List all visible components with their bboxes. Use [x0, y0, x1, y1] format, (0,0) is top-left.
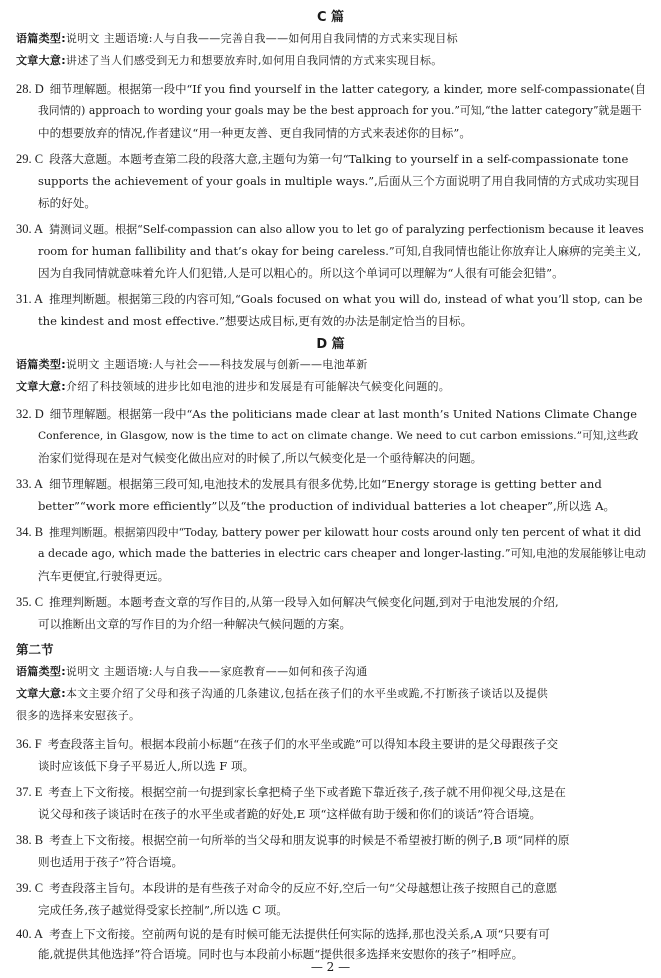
answer-37-line: 说父母和孩子谈话时在孩子的水平坐或者跪的好处,E 项“这样做有助于缓和你们的谈话”符合语境。	[38, 807, 542, 821]
answer-40-line: 能,就提供其他选择”符合语境。同时也与本段前小标题“提供很多选择来安慰你的孩子”相呼应。	[38, 947, 524, 961]
answer-38-line: 则也适用于孩子”符合语境。	[38, 855, 184, 869]
section-2-meta	[16, 662, 646, 682]
answer-number: 32. D	[16, 407, 44, 421]
answer-number: 29. C	[16, 152, 44, 166]
answer-36	[16, 734, 646, 754]
answer-text: 猜测词义题。根据“Self-compassion can also allow you to let go of paralyzing perfectionism because it leaves	[49, 223, 644, 236]
answer-text: 考查段落主旨句。根据本段前小标题“在孩子们的水平坐或跪”可以得知本段主要讲的是父母跟孩子交	[47, 737, 559, 751]
answer-29-line: 标的好处。	[38, 196, 96, 210]
answer-number: 36. F	[16, 737, 42, 751]
answer-text: 段落大意题。本题考查第二段的段落大意,主题句为第一句“Talking to yourself in a self-compassionate tone	[49, 152, 629, 166]
answer-text: 细节理解题。根据第三段可知,电池技术的发展具有很多优势,比如“Energy storage is getting better and	[49, 477, 602, 491]
answer-number: 39. C	[16, 881, 44, 895]
summary-label: 文章大意:	[16, 380, 66, 393]
answer-35-line: 可以推断出文章的写作目的为介绍一种解决气候问题的方案。	[38, 617, 352, 631]
answer-35	[16, 592, 646, 612]
answer-31	[16, 289, 646, 309]
answer-39	[16, 878, 646, 898]
answer-37	[16, 782, 646, 802]
genre-label: 语篇类型:	[16, 665, 66, 678]
section-d-meta	[16, 355, 646, 375]
section-c-summary	[16, 51, 646, 71]
answer-text: 推理判断题。根据第四段中“Today, battery power per kilowatt hour costs around only ten percent of what it did	[49, 526, 642, 539]
answer-38	[16, 830, 646, 850]
answer-text: 考查段落主旨句。本段讲的是有些孩子对命令的反应不好,空后一句“父母越想让孩子按照自己的意愿	[49, 881, 558, 895]
summary-text: 介绍了科技领域的进步比如电池的进步和发展是有可能解决气候变化问题的。	[65, 380, 451, 393]
answer-40	[16, 924, 646, 944]
answer-34-line: a decade ago, which made the batteries in electric cars cheaper and longer-lasting.”可知,电池的发展能够让电动	[38, 547, 646, 560]
answer-32-line: Conference, in Glasgow, now is the time to act on climate change. We need to cut carbon emissions.”可知,这些政	[38, 430, 639, 442]
section-d-title: D 篇	[316, 337, 345, 352]
genre-label: 语篇类型:	[16, 32, 66, 45]
genre-text: 说明文 主题语境:人与社会——科技发展与创新——电池革新	[65, 358, 368, 371]
answer-text: 考查上下文衔接。空前两句说的是有时候可能无法提供任何实际的选择,那也没关系,A 项“只要有可	[49, 927, 550, 941]
answer-text: 推理判断题。根据第三段的内容可知,“Goals focused on what you will do, instead of what you’ll stop, can be	[49, 292, 643, 306]
genre-label: 语篇类型:	[16, 358, 66, 371]
answer-number: 33. A	[16, 477, 44, 491]
answer-30-line: room for human fallibility and that’s okay for being careless.”可知,自我同情也能让你放弃让人麻痹的完美主义,	[38, 244, 642, 258]
genre-text: 说明文 主题语境:人与自我——家庭教育——如何和孩子沟通	[65, 665, 368, 678]
answer-28-line: 中的想要放弃的情况,作者建议“用一种更友善、更自我同情的方式来表述你的目标”。	[38, 126, 471, 140]
answer-text: 细节理解题。根据第一段中“As the politicians made clear at last month’s United Nations Climate Change	[49, 407, 638, 421]
answer-number: 38. B	[16, 833, 44, 847]
answer-29-line: supports the achievement of your goals in multiple ways.”,后面从三个方面说明了用自我同情的方式成功实现目	[38, 174, 640, 188]
section-c-title: C 篇	[316, 10, 345, 25]
answer-29	[16, 149, 646, 169]
answer-34-line: 汽车更便宜,行驶得更远。	[38, 569, 170, 583]
answer-text: 细节理解题。根据第一段中“If you find yourself in the latter category, a kinder, more self-compassionate(自	[49, 82, 647, 96]
answer-28-line: 我同情的) approach to wording your goals may be the best approach for you.”可知,“the latter category”就是题干	[38, 104, 642, 117]
answer-number: 40. A	[16, 927, 44, 941]
summary-text: 本文主要介绍了父母和孩子沟通的几条建议,包括在孩子们的水平坐或跪,不打断孩子谈话以及提供	[65, 687, 549, 700]
answer-number: 34. B	[16, 525, 44, 539]
answer-36-line: 谈时应该低下身子平易近人,所以选 F 项。	[38, 759, 255, 773]
summary-text: 讲述了当人们感受到无力和想要放弃时,如何用自我同情的方式来实现目标。	[65, 54, 443, 67]
answer-text: 推理判断题。本题考查文章的写作目的,从第一段导入如何解决气候变化问题,到对于电池发展的介绍,	[49, 595, 559, 609]
answer-number: 28. D	[16, 82, 44, 96]
answer-32	[16, 404, 646, 424]
section-2-summary-cont: 很多的选择来安慰孩子。	[16, 709, 141, 722]
answer-31-line: the kindest and most effective.”想要达成目标,更有效的办法是制定恰当的目标。	[38, 314, 473, 328]
answer-33-line: better”“work more efficiently”以及“the production of individual batteries a lot cheaper”,所以选 A。	[38, 499, 616, 513]
answer-number: 35. C	[16, 595, 44, 609]
answer-39-line: 完成任务,孩子越觉得受家长控制”,所以选 C 项。	[38, 903, 288, 917]
section-d-summary	[16, 377, 646, 397]
answer-30-line: 因为自我同情就意味着允许人们犯错,人是可以粗心的。所以这个单词可以理解为“人很有可能会犯错”。	[38, 266, 564, 280]
section-2-summary	[16, 684, 646, 704]
answer-number: 37. E	[16, 785, 43, 799]
answer-34	[16, 522, 646, 543]
section-2-title: 第二节	[16, 642, 54, 657]
answer-number: 31. A	[16, 292, 44, 306]
answer-33	[16, 474, 646, 494]
answer-text: 考查上下文衔接。根据空前一句提到家长拿把椅子坐下或者跪下靠近孩子,孩子就不用仰视父母,这是在	[48, 785, 566, 799]
summary-label: 文章大意:	[16, 687, 66, 700]
answer-number: 30. A	[16, 222, 44, 236]
answer-30	[16, 219, 646, 240]
answer-28	[16, 79, 646, 99]
answer-text: 考查上下文衔接。根据空前一句所举的当父母和朋友说事的时候是不希望被打断的例子,B 项“同样的原	[49, 833, 570, 847]
summary-label: 文章大意:	[16, 54, 66, 67]
page-number: — 2 —	[310, 960, 351, 974]
genre-text: 说明文 主题语境:人与自我——完善自我——如何用自我同情的方式来实现目标	[65, 32, 458, 45]
answer-32-line: 治家们觉得现在是对气候变化做出应对的时候了,所以气候变化是一个亟待解决的问题。	[38, 451, 483, 465]
section-c-meta	[16, 29, 646, 49]
